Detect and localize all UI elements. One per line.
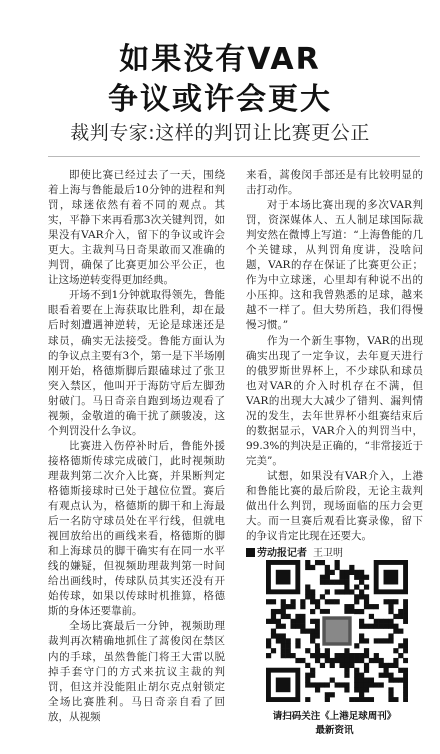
qr-caption-line-2: 最新资讯 <box>315 725 354 736</box>
paragraph: 全场比赛最后一分钟，视频助理裁判再次精确地抓住了蒿俊闵在禁区内的手球，虽然鲁能门将王大雷以脱掉手套守门的方式来抗议主裁的判罚，但这并没能阻止胡尔克点射锁定全场比赛胜利。马日奇亲自看了回放，从视频 <box>48 620 225 723</box>
paragraph: 来看，蒿俊闵手部还是有比较明显的击打动作。 <box>246 169 423 197</box>
byline <box>246 546 423 561</box>
byline-names: 王卫明 <box>313 548 343 560</box>
square-bullet-icon <box>246 548 255 557</box>
paragraph: 作为一个新生事物，VAR的出现确实出现了一定争议，去年夏天进行的俄罗斯世界杯上，不少球队和球员也对VAR的介入时机存在不满，但VAR的出现大大减少了错判、漏判情况的发生，去年世界杯小组赛结束后的数据显示，VAR介入的判罚当中，99.3%的判决是正确的，“非常接近于完美”。 <box>246 334 423 467</box>
qr-code-icon <box>266 560 408 702</box>
subheadline: 裁判专家:这样的判罚让比赛更公正 <box>70 122 370 144</box>
qr-code-image <box>266 560 408 702</box>
paragraph: 试想，如果没有VAR介入，上港和鲁能比赛的最后阶段，无论主裁判做出什么判罚，现场面临的压力会更大。而一旦赛后观看比赛录像，留下的争议肯定比现在还要大。 <box>246 469 423 543</box>
paragraph: 对于本场比赛出现的多次VAR判罚，资深媒体人、五人制足球国际裁判安然在微博上写道：“上海鲁能的几个关键球，从判罚角度讲，没啥问题，VAR的存在保证了比赛更公正；作为中立球迷，心里却有种说不出的小压抑。这和我曾熟悉的足球，越来越不一样了。但大势所趋，我们得慢慢习惯。” <box>246 199 423 332</box>
paragraph: 开场不到1分钟就取得领先，鲁能眼看着要在上海获取比胜利，却在最后时刻遭遇神逆转，无论是球迷还是球员，确实无法接受。鲁能方面认为的争议点主要有3个，第一是下半场刚刚开始，格德斯脚后跟磕球过了张卫突入禁区，他叫开于海防守后左脚劲射破门。马日奇亲自跑到场边观看了视频，金敬道的确干扰了颜骏凌，这个判罚没什么争议。 <box>48 289 225 437</box>
article-column-left <box>48 168 225 725</box>
qr-caption-line-1: 请扫码关注《上港足球周刊》 <box>272 711 397 722</box>
byline-label: 劳动报记者 <box>257 548 307 560</box>
divider-rule <box>48 156 420 157</box>
paragraph: 即使比赛已经过去了一天，围绕着上海与鲁能最后10分钟的进程和判罚，球迷依然有着不同的观点。其实，平静下来再看那3次关键判罚，如果没有VAR介入，留下的争议或许会更大。主裁判马日奇果敢而又准确的判罚，确保了比赛更加公平公正，也让这场逆转变得更加经典。 <box>48 169 225 287</box>
headline-line-1: 如果没有VAR <box>119 42 321 77</box>
article-column-right <box>246 168 423 561</box>
paragraph: 比赛进入伤停补时后，鲁能外援接格德斯传球完成破门，此时视频助理裁判第二次介入比赛，并果断判定格德斯接球时已处于越位位置。赛后有观点认为，格德斯的脚干和上海最后一名防守球员处在平行线，但就电视回放给出的画线来看，格德斯的脚和上海球员的脚干确实有在同一水平线的嫌疑，但视频助理裁判第一时间给出画线时，传球队员其实还没有开始传球，如果以传球时机推算，格德斯的身体还要靠前。 <box>48 439 225 618</box>
headline-line-2: 争议或许会更大 <box>108 82 332 117</box>
